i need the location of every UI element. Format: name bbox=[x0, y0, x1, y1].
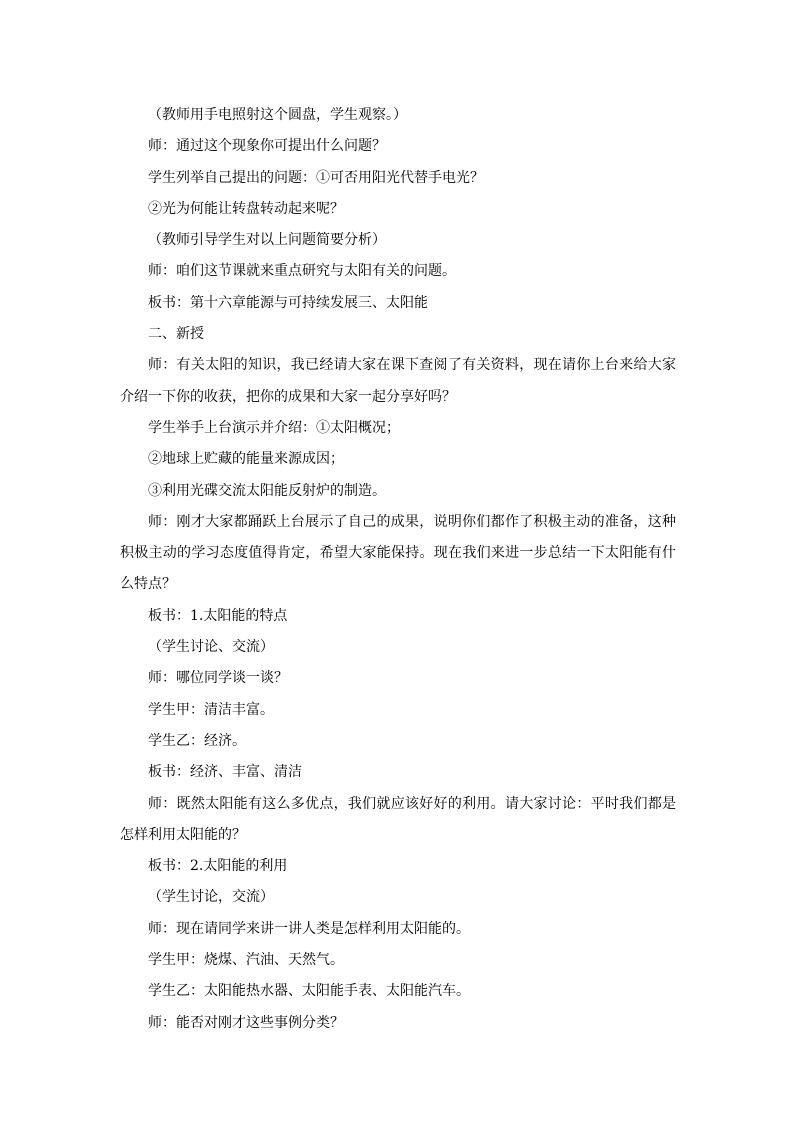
paragraph: ②地球上贮藏的能量来源成因； bbox=[148, 451, 344, 468]
paragraph: 学生甲：烧煤、汽油、天然气。 bbox=[148, 952, 344, 969]
paragraph: 师：现在请同学来讲一讲人类是怎样利用太阳能的。 bbox=[148, 920, 470, 937]
paragraph: 师：通过这个现象你可提出什么问题？ bbox=[148, 138, 386, 155]
paragraph: （学生讨论、交流） bbox=[148, 639, 274, 656]
paragraph: 师：刚才大家都踊跃上台展示了自己的成果，说明你们都作了积极主动的准备，这种积极主动的学习态度值得肯定，希望大家能保持。现在我们来进一步总结一下太阳能有什么特点？ bbox=[120, 513, 676, 593]
paragraph: 学生列举自己提出的问题：①可否用阳光代替手电光？ bbox=[148, 169, 484, 186]
paragraph: ③利用光碟交流太阳能反射炉的制造。 bbox=[148, 482, 386, 499]
paragraph: 师：哪位同学谈一谈？ bbox=[148, 670, 288, 687]
paragraph: 板书：2.太阳能的利用 bbox=[148, 858, 288, 875]
paragraph: （学生讨论，交流） bbox=[148, 889, 274, 906]
paragraph: 学生乙：经济。 bbox=[148, 732, 246, 749]
paragraph: 师：既然太阳能有这么多优点，我们就应该好好的利用。请大家讨论：平时我们都是怎样利用太阳能的？ bbox=[120, 795, 676, 843]
paragraph: 板书：1.太阳能的特点 bbox=[148, 607, 288, 624]
paragraph: 师：有关太阳的知识，我已经请大家在课下查阅了有关资料，现在请你上台来给大家介绍一下你的收获，把你的成果和大家一起分享好吗？ bbox=[120, 357, 676, 405]
section-heading: 二、新授 bbox=[148, 326, 204, 343]
paragraph: 师：咱们这节课就来重点研究与太阳有关的问题。 bbox=[148, 263, 456, 280]
paragraph: 板书：第十六章能源与可持续发展三、太阳能 bbox=[148, 294, 428, 311]
paragraph: 板书：经济、丰富、清洁 bbox=[148, 764, 302, 781]
paragraph: 学生举手上台演示并介绍：①太阳概况； bbox=[148, 419, 400, 436]
paragraph: 师：能否对刚才这些事例分类？ bbox=[148, 1014, 344, 1031]
paragraph: 学生乙：太阳能热水器、太阳能手表、太阳能汽车。 bbox=[148, 983, 470, 1000]
paragraph: （教师用手电照射这个圆盘，学生观察。） bbox=[148, 107, 407, 123]
document-body bbox=[120, 100, 676, 1039]
paragraph: （教师引导学生对以上问题简要分析） bbox=[148, 232, 386, 249]
paragraph: 学生甲：清洁丰富。 bbox=[148, 701, 274, 718]
paragraph: ②光为何能让转盘转动起来呢？ bbox=[148, 200, 344, 217]
